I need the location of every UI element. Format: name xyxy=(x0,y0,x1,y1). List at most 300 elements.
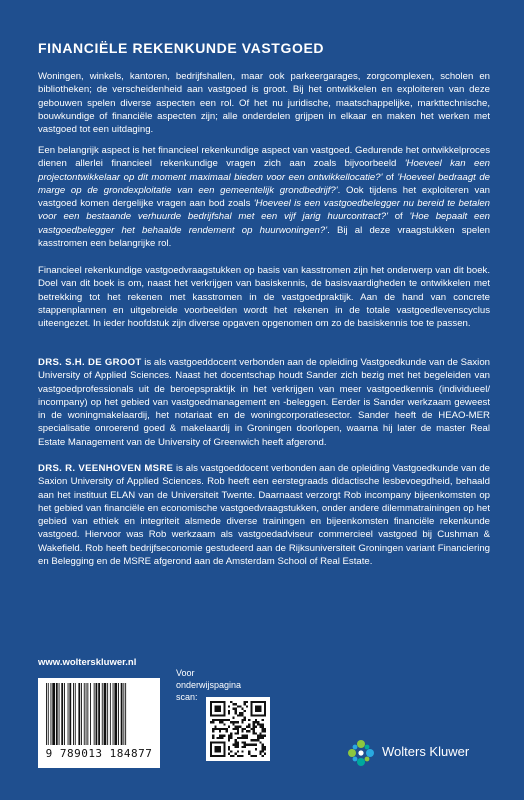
qr-module xyxy=(217,701,219,703)
barcode-bar xyxy=(68,683,69,745)
qr-module xyxy=(244,701,246,703)
qr-module xyxy=(257,701,259,703)
qr-module xyxy=(246,730,248,732)
qr-module xyxy=(223,755,225,757)
qr-module xyxy=(221,721,223,723)
qr-module xyxy=(253,755,255,757)
qr-module xyxy=(259,753,261,755)
qr-module xyxy=(246,705,248,707)
qr-module xyxy=(223,728,225,730)
qr-module xyxy=(239,755,241,757)
qr-module xyxy=(219,721,221,723)
qr-module xyxy=(223,746,225,748)
barcode-bar xyxy=(87,683,88,745)
qr-module xyxy=(264,708,266,710)
qr-module xyxy=(212,755,214,757)
qr-module xyxy=(259,750,261,752)
qr-module xyxy=(221,728,223,730)
qr-module xyxy=(246,701,248,703)
author-name-veenhoven: DRS. R. VEENHOVEN MSRE xyxy=(38,463,174,474)
question-1: 'Hoeveel kan een projectontwikkelaar op dit moment maximaal bieden voor een ontwikkellocatie?' xyxy=(38,158,491,183)
qr-module xyxy=(230,701,232,703)
qr-module xyxy=(230,750,232,752)
barcode-bar xyxy=(125,683,126,745)
qr-module xyxy=(221,735,223,737)
qr-module xyxy=(214,710,216,712)
qr-module xyxy=(232,708,234,710)
qr-module xyxy=(257,721,259,723)
barcode-bar xyxy=(102,683,103,745)
qr-module xyxy=(217,746,219,748)
qr-module xyxy=(237,705,239,707)
qr-module xyxy=(219,746,221,748)
qr-module xyxy=(244,737,246,739)
logo-dot xyxy=(357,740,365,748)
qr-module xyxy=(259,726,261,728)
qr-module xyxy=(262,737,264,739)
qr-module xyxy=(262,728,264,730)
qr-module xyxy=(214,746,216,748)
qr-module xyxy=(255,714,257,716)
qr-module xyxy=(237,730,239,732)
qr-module xyxy=(250,744,252,746)
qr-module xyxy=(255,710,257,712)
qr-module xyxy=(217,748,219,750)
qr-module xyxy=(210,746,212,748)
qr-module xyxy=(212,741,214,743)
qr-module xyxy=(223,703,225,705)
qr-module xyxy=(217,714,219,716)
qr-module xyxy=(214,719,216,721)
qr-module xyxy=(230,755,232,757)
qr-module xyxy=(257,710,259,712)
qr-module xyxy=(253,714,255,716)
qr-module xyxy=(217,755,219,757)
qr-code-pattern xyxy=(210,701,266,757)
logo-dot xyxy=(365,745,370,750)
qr-module xyxy=(217,710,219,712)
qr-module xyxy=(223,710,225,712)
qr-module xyxy=(210,753,212,755)
qr-module xyxy=(232,744,234,746)
qr-module xyxy=(237,732,239,734)
qr-module xyxy=(235,712,237,714)
qr-module xyxy=(235,739,237,741)
qr-module xyxy=(223,748,225,750)
qr-module xyxy=(235,726,237,728)
qr-module xyxy=(239,726,241,728)
qr-module xyxy=(248,744,250,746)
questions-text-2: of xyxy=(382,171,398,183)
qr-module xyxy=(226,730,228,732)
qr-module xyxy=(244,719,246,721)
logo-dot xyxy=(358,750,363,755)
qr-module xyxy=(232,721,234,723)
qr-module xyxy=(239,737,241,739)
barcode-bars xyxy=(44,683,154,745)
qr-module xyxy=(237,746,239,748)
qr-module xyxy=(241,721,243,723)
qr-module xyxy=(262,746,264,748)
qr-module xyxy=(241,719,243,721)
qr-module xyxy=(246,726,248,728)
qr-module xyxy=(219,705,221,707)
qr-module xyxy=(237,744,239,746)
qr-module xyxy=(244,728,246,730)
qr-module xyxy=(257,705,259,707)
qr-module xyxy=(248,723,250,725)
qr-module xyxy=(228,712,230,714)
qr-module xyxy=(223,741,225,743)
logo-dot xyxy=(365,757,370,762)
barcode-bar xyxy=(104,683,107,745)
qr-module xyxy=(210,755,212,757)
questions-text-4: of xyxy=(387,211,410,223)
qr-module xyxy=(235,741,237,743)
barcode-bar xyxy=(78,683,80,745)
barcode-bar xyxy=(123,683,124,745)
qr-module xyxy=(210,744,212,746)
barcode-bar xyxy=(81,683,82,745)
qr-module xyxy=(255,732,257,734)
qr-module xyxy=(210,741,212,743)
qr-module xyxy=(223,723,225,725)
qr-module xyxy=(262,701,264,703)
qr-module xyxy=(264,701,266,703)
qr-module xyxy=(250,701,252,703)
qr-module xyxy=(248,730,250,732)
qr-module xyxy=(217,750,219,752)
qr-module xyxy=(232,755,234,757)
qr-module xyxy=(239,714,241,716)
qr-module xyxy=(262,748,264,750)
barcode-bar xyxy=(75,683,76,745)
qr-module xyxy=(235,732,237,734)
qr-module xyxy=(257,735,259,737)
barcode-bar xyxy=(107,683,108,745)
qr-module xyxy=(210,750,212,752)
qr-module xyxy=(221,755,223,757)
qr-module xyxy=(210,721,212,723)
qr-module xyxy=(255,719,257,721)
publisher-url[interactable]: www.wolterskluwer.nl xyxy=(38,657,137,668)
qr-module xyxy=(226,728,228,730)
qr-module xyxy=(264,735,266,737)
qr-module xyxy=(235,753,237,755)
qr-module xyxy=(264,703,266,705)
qr-module xyxy=(219,701,221,703)
qr-module xyxy=(228,748,230,750)
qr-module xyxy=(232,728,234,730)
barcode-bar xyxy=(96,683,98,745)
qr-module xyxy=(246,744,248,746)
intro-paragraph: Woningen, winkels, kantoren, bedrijfshallen, maar ook parkeergarages, zorgcomplexen, scholen en bibliotheken; de verscheidenheid aan vastgoed is groot. Bij het ontwikkelen en exploiteren van deze gebouwen spelen diverse aspecten een rol. Of het nu juridische, maatschappelijke, markttechnische, bouwkundige of financiële aspecten zijn; alle onderdelen grijpen in elkaar en maken het werken met vastgoed tot een uitdaging. xyxy=(38,71,490,136)
qr-module xyxy=(244,744,246,746)
qr-module xyxy=(230,735,232,737)
qr-module xyxy=(217,728,219,730)
qr-module xyxy=(241,741,243,743)
qr-module xyxy=(217,705,219,707)
qr-module xyxy=(250,708,252,710)
qr-module xyxy=(210,705,212,707)
qr-module xyxy=(253,730,255,732)
qr-module xyxy=(253,728,255,730)
qr-module xyxy=(250,705,252,707)
qr-module xyxy=(264,714,266,716)
qr-module xyxy=(214,705,216,707)
qr-module xyxy=(264,705,266,707)
qr-module xyxy=(244,717,246,719)
qr-module xyxy=(212,735,214,737)
barcode-bar xyxy=(64,683,65,745)
qr-module xyxy=(219,719,221,721)
qr-module xyxy=(210,701,212,703)
qr-module xyxy=(212,730,214,732)
qr-module xyxy=(219,737,221,739)
qr-module xyxy=(239,712,241,714)
author-bio-de-groot xyxy=(38,356,490,449)
qr-module xyxy=(235,710,237,712)
qr-module xyxy=(237,714,239,716)
barcode-bar xyxy=(113,683,114,745)
qr-module xyxy=(221,741,223,743)
qr-module xyxy=(212,714,214,716)
qr-module xyxy=(241,737,243,739)
qr-module xyxy=(228,705,230,707)
qr-module xyxy=(255,708,257,710)
qr-module xyxy=(210,714,212,716)
qr-module xyxy=(257,714,259,716)
qr-module xyxy=(235,703,237,705)
qr-module xyxy=(244,746,246,748)
qr-module xyxy=(259,741,261,743)
scan-text-line-3: scan: xyxy=(176,692,198,702)
questions-text-3: . Ook tijdens het exploiteren van vastgoed komen dergelijke vragen aan bod zoals xyxy=(38,184,490,210)
qr-module xyxy=(223,735,225,737)
qr-module xyxy=(257,708,259,710)
qr-module xyxy=(228,753,230,755)
qr-module xyxy=(219,714,221,716)
qr-module xyxy=(248,750,250,752)
barcode-bar xyxy=(84,683,85,745)
qr-module xyxy=(262,719,264,721)
question-4: 'Hoe bepaalt een vastgoedbelegger het behaalde rendement op huurwoningen?' xyxy=(38,211,490,236)
qr-module xyxy=(214,708,216,710)
qr-module xyxy=(241,708,243,710)
qr-module xyxy=(244,710,246,712)
qr-module xyxy=(219,735,221,737)
qr-module xyxy=(210,703,212,705)
qr-module xyxy=(228,737,230,739)
qr-module xyxy=(259,737,261,739)
barcode-bar xyxy=(86,683,87,745)
qr-module xyxy=(241,750,243,752)
qr-module xyxy=(248,726,250,728)
qr-module xyxy=(221,714,223,716)
barcode-bar xyxy=(73,683,74,745)
qr-module xyxy=(262,714,264,716)
qr-module xyxy=(221,719,223,721)
qr-module xyxy=(235,708,237,710)
qr-module xyxy=(250,714,252,716)
barcode-bar xyxy=(46,683,47,745)
qr-module xyxy=(264,730,266,732)
qr-module xyxy=(264,728,266,730)
qr-module xyxy=(250,703,252,705)
barcode-bar xyxy=(110,683,111,745)
author-name-de-groot: DRS. S.H. DE GROOT xyxy=(38,357,142,368)
qr-module xyxy=(214,755,216,757)
qr-module xyxy=(264,746,266,748)
qr-module xyxy=(221,737,223,739)
qr-module xyxy=(262,735,264,737)
qr-module xyxy=(255,739,257,741)
qr-module xyxy=(230,737,232,739)
barcode-bar xyxy=(118,683,119,745)
qr-module xyxy=(253,721,255,723)
qr-module xyxy=(250,755,252,757)
qr-module xyxy=(223,714,225,716)
qr-module xyxy=(223,701,225,703)
qr-module xyxy=(214,714,216,716)
qr-module xyxy=(257,723,259,725)
qr-module xyxy=(212,728,214,730)
qr-module xyxy=(264,710,266,712)
qr-module xyxy=(250,728,252,730)
qr-module xyxy=(237,726,239,728)
qr-module xyxy=(250,712,252,714)
qr-module xyxy=(237,721,239,723)
qr-module xyxy=(257,737,259,739)
qr-module xyxy=(235,746,237,748)
barcode-bar xyxy=(51,683,52,745)
qr-module xyxy=(214,748,216,750)
questions-paragraph xyxy=(38,144,490,250)
qr-code[interactable] xyxy=(206,697,270,761)
barcode-bar xyxy=(48,683,49,745)
qr-module xyxy=(228,739,230,741)
question-2: 'Hoeveel bedraagt de marge op de grondexploitatie van een gemeentelijk grondbedrijf?' xyxy=(38,171,490,196)
qr-module xyxy=(219,741,221,743)
qr-module xyxy=(259,732,261,734)
qr-module xyxy=(239,705,241,707)
scan-text-line-2: onderwijspagina xyxy=(176,680,242,690)
qr-module xyxy=(230,732,232,734)
qr-module xyxy=(246,735,248,737)
qr-module xyxy=(217,741,219,743)
qr-module xyxy=(214,726,216,728)
barcode-bar xyxy=(59,683,60,745)
qr-module xyxy=(250,739,252,741)
isbn-barcode xyxy=(38,678,160,768)
qr-module xyxy=(253,701,255,703)
qr-module xyxy=(255,748,257,750)
qr-module xyxy=(223,705,225,707)
qr-module xyxy=(219,748,221,750)
qr-module xyxy=(221,701,223,703)
qr-module xyxy=(223,750,225,752)
qr-module xyxy=(212,701,214,703)
qr-module xyxy=(259,701,261,703)
qr-module xyxy=(214,701,216,703)
barcode-bar xyxy=(61,683,63,745)
qr-module xyxy=(248,753,250,755)
logo-dot xyxy=(348,749,356,757)
qr-module xyxy=(214,728,216,730)
logo-dot xyxy=(353,757,358,762)
questions-text-1: Een belangrijk aspect is het financieel rekenkundige aspect van vastgoed. Gedurende het ontwikkelproces dienen allerlei financieel rekenkundige vragen zich aan zoals bijvoorbeeld xyxy=(38,145,490,170)
publisher-name: Wolters Kluwer xyxy=(382,744,470,759)
book-goal-paragraph: Financieel rekenkundige vastgoedvraagstukken op basis van kasstromen zijn het onderwerp van dit boek. Doel van dit boek is om, naast het verkrijgen van basiskennis, de basisvaardigheden te ontwikkelen met betrekking tot het rekenen met kasstromen in de vastgoedpraktijk. Aan de hand van concrete stappenplannen en uitgebreide voorbeelden wordt het rekenen in de totale vastgoedlevenscyclus uiteengezet. In ieder hoofdstuk zijn diverse opgaven opgenomen om zo de basiskennis toe te passen. xyxy=(38,265,490,330)
qr-module xyxy=(223,753,225,755)
qr-module xyxy=(262,726,264,728)
book-title: FINANCIËLE REKENKUNDE VASTGOED xyxy=(38,40,325,56)
qr-module xyxy=(241,746,243,748)
author-text-de-groot: is als vastgoeddocent verbonden aan de opleiding Vastgoedkunde van de Saxion University of Applied Sciences. Naast het docentschap houdt Sander zich bezig met het begeleiden van vastgoedprofessionals uit de beroepspraktijk in het verkrijgen van meer vastgoedkennis (individueel/ incompany) op het gebied van vastgoedmanagement en -beleggen. Eerder is Sander werkzaam geweest in de woningmakelaardij, het notariaat en de woningcorporatiesector. Sander heeft de HEAO-MER specialisatie onroerend goed & makelaardij in Groningen doorlopen, waarna hij later de master Real Estate Management van de University of Greenwich heeft afgerond. xyxy=(38,357,490,448)
qr-module xyxy=(244,741,246,743)
qr-module xyxy=(250,710,252,712)
qr-module xyxy=(241,728,243,730)
qr-module xyxy=(223,719,225,721)
qr-module xyxy=(228,710,230,712)
qr-module xyxy=(237,750,239,752)
qr-module xyxy=(232,717,234,719)
author-text-veenhoven: is als vastgoeddocent verbonden aan de opleiding Vastgoedkunde van de Saxion University of Applied Sciences. Rob heeft een eerstegraads didactische lesbevoegdheid, behaald aan het instituut ELAN van de Universiteit Twente. Daarnaast verzorgt Rob incompany bijeenkomsten op het gebied van financiële en economische vastgoedvraagstukken, onder andere dilemmatrainingen op het gebied van ethiek en integriteit alsmede diverse trainingen en bijeenkomsten financiële rekenkunde vastgoed. Hiervoor was Rob werkzaam als vastgoedadviseur commercieel vastgoed bij Cushman & Wakefield. Rob heeft bedrijfseconomie gestudeerd aan de Rijksuniversiteit Groningen variant Financiering en Belegging en de MSRE afgerond aan de Amsterdam School of Real Estate. xyxy=(38,463,490,568)
qr-module xyxy=(264,753,266,755)
qr-module xyxy=(253,732,255,734)
qr-module xyxy=(226,719,228,721)
qr-module xyxy=(210,708,212,710)
barcode-bar xyxy=(90,683,91,745)
author-bio-veenhoven xyxy=(38,462,490,568)
qr-module xyxy=(248,719,250,721)
qr-module xyxy=(255,726,257,728)
qr-module xyxy=(212,737,214,739)
qr-module xyxy=(228,719,230,721)
barcode-bar xyxy=(52,683,55,745)
logo-dot xyxy=(357,758,365,766)
qr-module xyxy=(219,755,221,757)
qr-module xyxy=(228,735,230,737)
qr-module xyxy=(264,748,266,750)
qr-module xyxy=(255,755,257,757)
question-3: 'Hoeveel is een vastgoedbelegger nu bereid te betalen voor een bestaande verhuurde bedrijfshal met een vijf jarig huurcontract?' xyxy=(38,198,491,223)
qr-module xyxy=(212,721,214,723)
qr-module xyxy=(237,728,239,730)
qr-module xyxy=(259,735,261,737)
qr-module xyxy=(262,744,264,746)
barcode-bar xyxy=(94,683,95,745)
qr-module xyxy=(230,721,232,723)
qr-module xyxy=(259,708,261,710)
qr-module xyxy=(237,741,239,743)
qr-module xyxy=(264,712,266,714)
barcode-bar xyxy=(98,683,100,745)
qr-module xyxy=(253,723,255,725)
qr-module xyxy=(259,705,261,707)
qr-module xyxy=(241,730,243,732)
qr-module xyxy=(212,719,214,721)
qr-module xyxy=(244,703,246,705)
qr-module xyxy=(262,755,264,757)
qr-module xyxy=(257,739,259,741)
barcode-bar xyxy=(69,683,71,745)
qr-module xyxy=(259,710,261,712)
qr-module xyxy=(219,708,221,710)
qr-module xyxy=(253,726,255,728)
qr-module xyxy=(255,744,257,746)
qr-module xyxy=(241,755,243,757)
